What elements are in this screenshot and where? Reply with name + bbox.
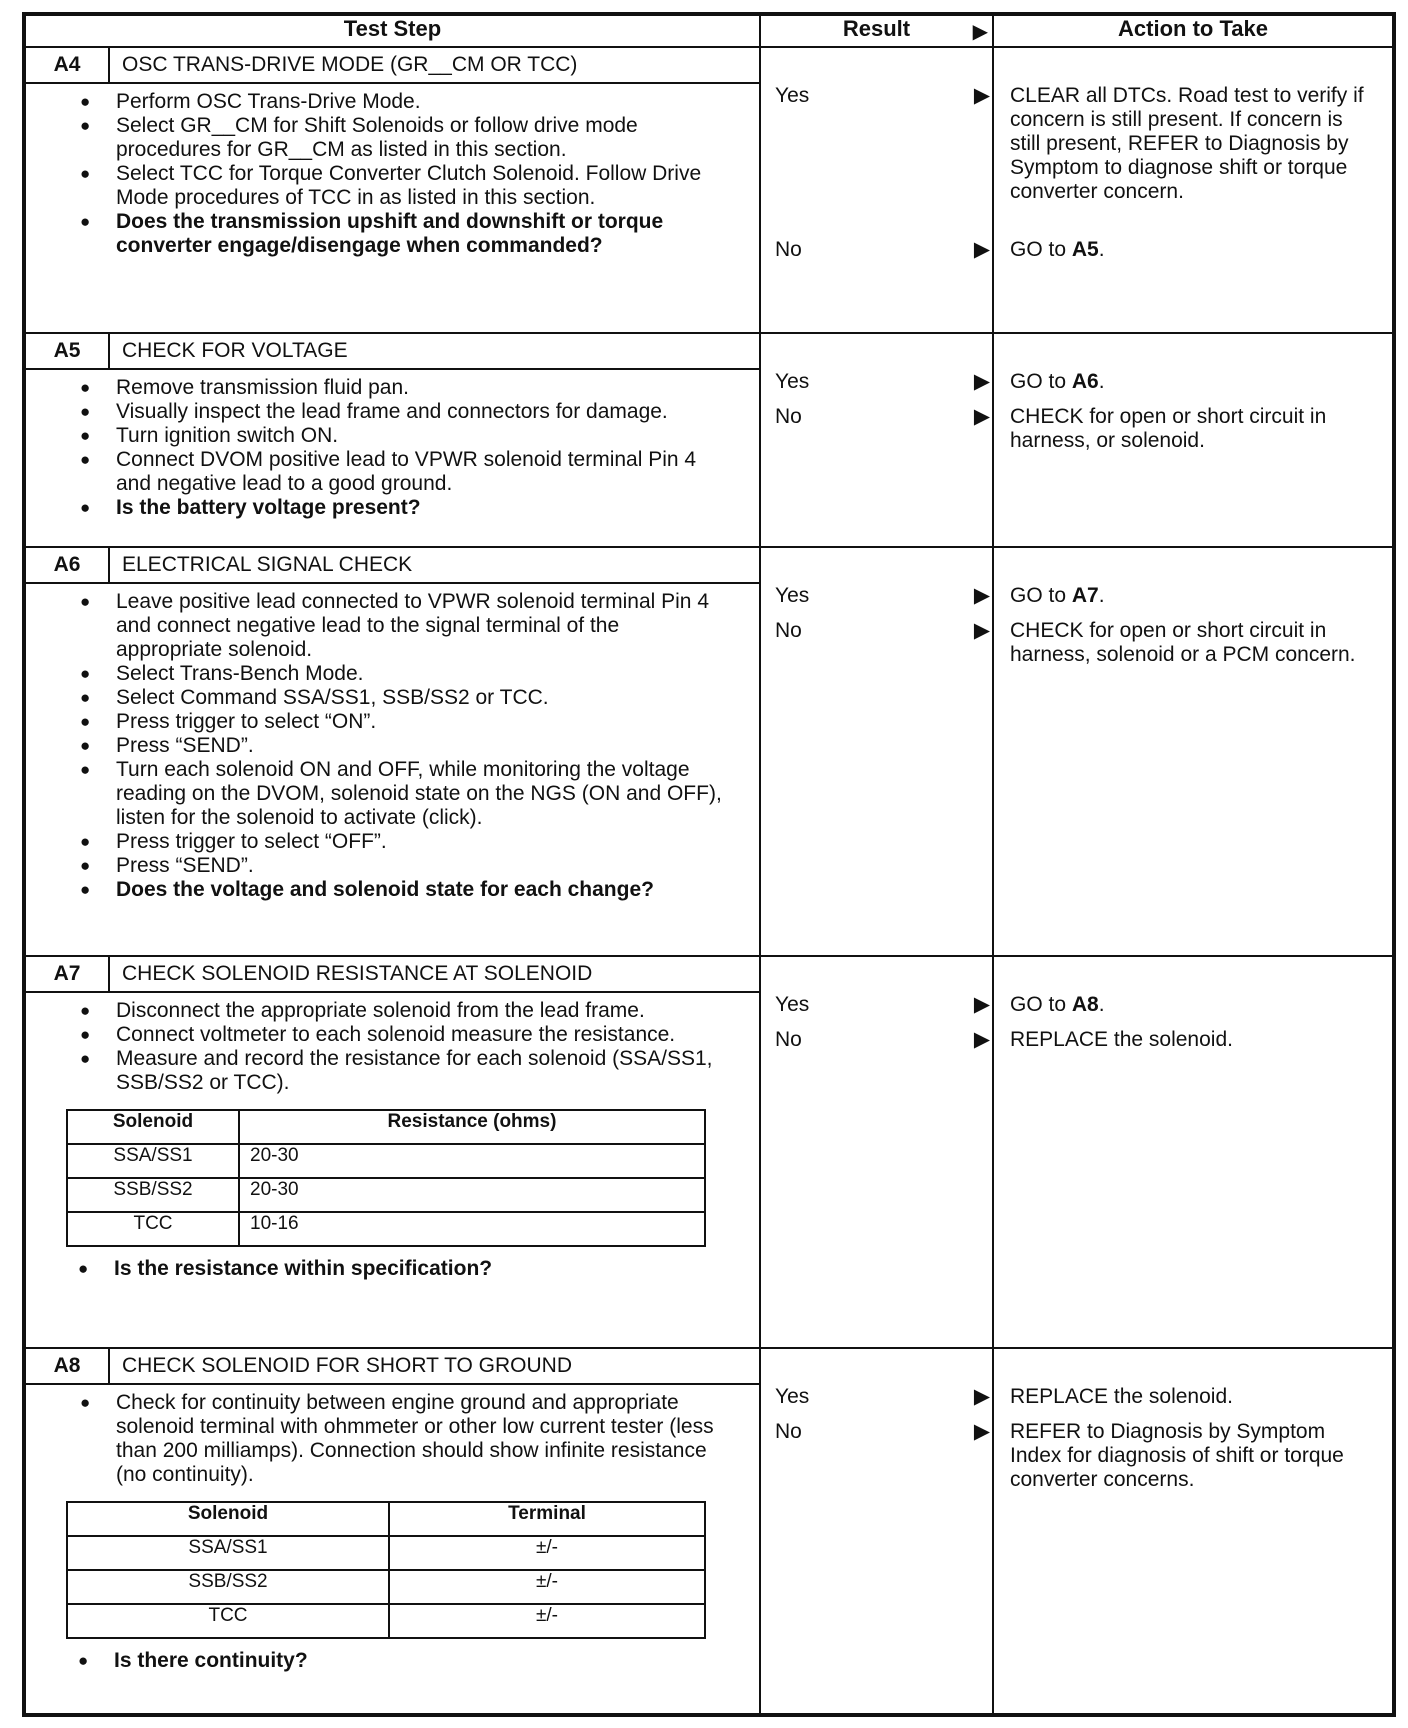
step-row-a8 — [25, 1348, 1393, 1714]
table-header-row — [67, 1110, 705, 1144]
step-row-a5 — [25, 333, 1393, 547]
list-item: ● Leave positive lead connected to VPWR solenoid terminal Pin 4 and connect negative lead to the signal terminal of the appropriate solenoid. — [116, 590, 729, 662]
table-header-row — [67, 1502, 705, 1536]
arrow-right-icon: ▶ — [973, 405, 990, 428]
column-header: Solenoid — [67, 1110, 239, 1144]
table-cell: SSB/SS2 — [67, 1570, 389, 1604]
header-row — [25, 15, 1393, 47]
table-cell: ±/- — [389, 1604, 705, 1638]
step-question: ● Is the resistance within specification? — [114, 1257, 729, 1281]
arrow-right-icon: ▶ — [972, 21, 988, 43]
action-no: CHECK for open or short circuit in harness, or solenoid. — [1010, 405, 1327, 452]
step-row-a4 — [25, 47, 1393, 333]
result-cell — [760, 956, 993, 1348]
resistance-table — [66, 1109, 706, 1247]
step-header — [26, 957, 759, 993]
terminal-table — [66, 1501, 706, 1639]
action-text: GO to — [1010, 993, 1067, 1016]
step-question: ● Does the voltage and solenoid state for each change? — [116, 878, 729, 902]
step-bullets — [26, 370, 759, 526]
action-text: GO to — [1010, 370, 1067, 393]
step-title: ELECTRICAL SIGNAL CHECK — [122, 553, 413, 576]
column-header: Resistance (ohms) — [239, 1110, 705, 1144]
list-item: ● Perform OSC Trans-Drive Mode. — [116, 90, 729, 114]
table-row — [67, 1536, 705, 1570]
arrow-right-icon: ▶ — [973, 993, 990, 1016]
list-item: ● Press “SEND”. — [116, 734, 729, 758]
step-id: A8 — [26, 1349, 110, 1383]
step-question: ● Is there continuity? — [114, 1649, 729, 1673]
step-cell — [25, 333, 760, 547]
result-yes-label: Yes — [775, 584, 810, 607]
step-header — [26, 334, 759, 370]
result-yes-label: Yes — [775, 84, 810, 107]
action-no — [1010, 238, 1378, 262]
table-cell: 10-16 — [239, 1212, 705, 1246]
action-cell — [993, 47, 1393, 333]
result-yes-label: Yes — [775, 993, 810, 1016]
action-text: GO to — [1010, 238, 1067, 261]
action-text: GO to — [1010, 584, 1067, 607]
arrow-right-icon: ▶ — [973, 84, 990, 107]
list-item: ● Remove transmission fluid pan. — [116, 376, 729, 400]
table-cell: TCC — [67, 1604, 389, 1638]
table-row — [67, 1604, 705, 1638]
table-cell: ±/- — [389, 1536, 705, 1570]
step-link[interactable]: A7 — [1071, 584, 1099, 607]
step-title: CHECK SOLENOID FOR SHORT TO GROUND — [122, 1354, 573, 1377]
action-cell — [993, 956, 1393, 1348]
list-item: ● Visually inspect the lead frame and connectors for damage. — [116, 400, 729, 424]
table-cell: SSA/SS1 — [67, 1144, 239, 1178]
step-id: A5 — [26, 334, 110, 368]
action-text: . — [1098, 370, 1105, 393]
list-item: ● Connect voltmeter to each solenoid measure the resistance. — [116, 1023, 729, 1047]
action-no: REPLACE the solenoid. — [1010, 1028, 1233, 1051]
step-header — [26, 1349, 759, 1385]
arrow-right-icon: ▶ — [973, 1385, 990, 1408]
table-row — [67, 1178, 705, 1212]
list-item: ● Select TCC for Torque Converter Clutch Solenoid. Follow Drive Mode procedures of TCC in as listed in this section. — [116, 162, 729, 210]
step-title: CHECK SOLENOID RESISTANCE AT SOLENOID — [122, 962, 593, 985]
step-link[interactable]: A6 — [1071, 370, 1099, 393]
action-text: . — [1098, 993, 1105, 1016]
result-yes-label: Yes — [775, 1385, 810, 1408]
column-header: Solenoid — [67, 1502, 389, 1536]
list-item: ● Connect DVOM positive lead to VPWR solenoid terminal Pin 4 and negative lead to a good ground. — [116, 448, 729, 496]
table-cell: 20-30 — [239, 1178, 705, 1212]
step-id: A6 — [26, 548, 110, 582]
result-cell — [760, 1348, 993, 1714]
action-cell — [993, 547, 1393, 956]
step-cell — [25, 47, 760, 333]
table-cell: TCC — [67, 1212, 239, 1246]
table-row — [67, 1144, 705, 1178]
step-link[interactable]: A8 — [1071, 993, 1099, 1016]
step-row-a6 — [25, 547, 1393, 956]
action-no: CHECK for open or short circuit in harness, solenoid or a PCM concern. — [1010, 619, 1356, 666]
table-row — [67, 1212, 705, 1246]
step-cell — [25, 1348, 760, 1714]
step-question-list — [26, 1649, 759, 1679]
arrow-right-icon: ▶ — [973, 584, 990, 607]
header-result-label: Result — [842, 16, 911, 41]
action-yes — [1010, 993, 1378, 1017]
list-item: ● Check for continuity between engine ground and appropriate solenoid terminal with ohmmeter or other low current tester (less than 200 milliamps). Connection should show infinite resistance (no continuity). — [116, 1391, 729, 1487]
step-bullets — [26, 584, 759, 908]
action-yes: CLEAR all DTCs. Road test to verify if concern is still present. If concern is still present, REFER to Diagnosis by Symptom to diagnose shift or torque converter concern. — [1010, 84, 1364, 203]
list-item: ● Press “SEND”. — [116, 854, 729, 878]
list-item: ● Disconnect the appropriate solenoid from the lead frame. — [116, 999, 729, 1023]
action-text: . — [1098, 238, 1105, 261]
arrow-right-icon: ▶ — [973, 370, 990, 393]
result-cell — [760, 47, 993, 333]
action-text: . — [1098, 584, 1105, 607]
list-item: ● Turn ignition switch ON. — [116, 424, 729, 448]
step-title: OSC TRANS-DRIVE MODE (GR__CM OR TCC) — [122, 53, 578, 76]
table-cell: SSA/SS1 — [67, 1536, 389, 1570]
table-cell: SSB/SS2 — [67, 1178, 239, 1212]
step-bullets — [26, 993, 759, 1101]
step-cell — [25, 547, 760, 956]
result-no-label: No — [775, 619, 802, 642]
step-cell — [25, 956, 760, 1348]
list-item: ● Measure and record the resistance for each solenoid (SSA/SS1, SSB/SS2 or TCC). — [116, 1047, 729, 1095]
arrow-right-icon: ▶ — [973, 1028, 990, 1051]
action-yes — [1010, 370, 1378, 394]
arrow-right-icon: ▶ — [973, 238, 990, 261]
arrow-right-icon: ▶ — [973, 1420, 990, 1443]
result-no-label: No — [775, 1028, 802, 1051]
list-item: ● Select Command SSA/SS1, SSB/SS2 or TCC. — [116, 686, 729, 710]
step-link[interactable]: A5 — [1071, 238, 1099, 261]
result-cell — [760, 547, 993, 956]
step-question: ● Does the transmission upshift and downshift or torque converter engage/disengage when commanded? — [116, 210, 729, 258]
step-title: CHECK FOR VOLTAGE — [122, 339, 348, 362]
action-no: REFER to Diagnosis by Symptom Index for diagnosis of shift or torque converter concerns. — [1010, 1420, 1344, 1491]
pinpoint-test-table — [24, 14, 1394, 1715]
result-no-label: No — [775, 238, 802, 261]
step-id: A4 — [26, 48, 110, 82]
action-yes — [1010, 584, 1378, 608]
result-yes-label: Yes — [775, 370, 810, 393]
action-cell — [993, 333, 1393, 547]
table-cell: ±/- — [389, 1570, 705, 1604]
step-bullets — [26, 84, 759, 264]
arrow-right-icon: ▶ — [973, 619, 990, 642]
step-question: ● Is the battery voltage present? — [116, 496, 729, 520]
step-question-list — [26, 1257, 759, 1287]
table-cell: 20-30 — [239, 1144, 705, 1178]
list-item: ● Turn each solenoid ON and OFF, while monitoring the voltage reading on the DVOM, solenoid state on the NGS (ON and OFF), listen for the solenoid to activate (click). — [116, 758, 729, 830]
result-cell — [760, 333, 993, 547]
list-item: ● Press trigger to select “ON”. — [116, 710, 729, 734]
list-item: ● Select GR__CM for Shift Solenoids or follow drive mode procedures for GR__CM as listed in this section. — [116, 114, 729, 162]
result-no-label: No — [775, 1420, 802, 1443]
step-id: A7 — [26, 957, 110, 991]
action-cell — [993, 1348, 1393, 1714]
result-no-label: No — [775, 405, 802, 428]
column-header: Terminal — [389, 1502, 705, 1536]
list-item: ● Press trigger to select “OFF”. — [116, 830, 729, 854]
step-bullets — [26, 1385, 759, 1493]
header-test-step: Test Step — [25, 15, 760, 47]
list-item: ● Select Trans-Bench Mode. — [116, 662, 729, 686]
action-yes: REPLACE the solenoid. — [1010, 1385, 1233, 1408]
table-row — [67, 1570, 705, 1604]
step-row-a7 — [25, 956, 1393, 1348]
header-action: Action to Take — [993, 15, 1393, 47]
diagnostic-table — [22, 12, 1396, 1717]
step-header — [26, 48, 759, 84]
step-header — [26, 548, 759, 584]
header-result — [760, 15, 993, 47]
